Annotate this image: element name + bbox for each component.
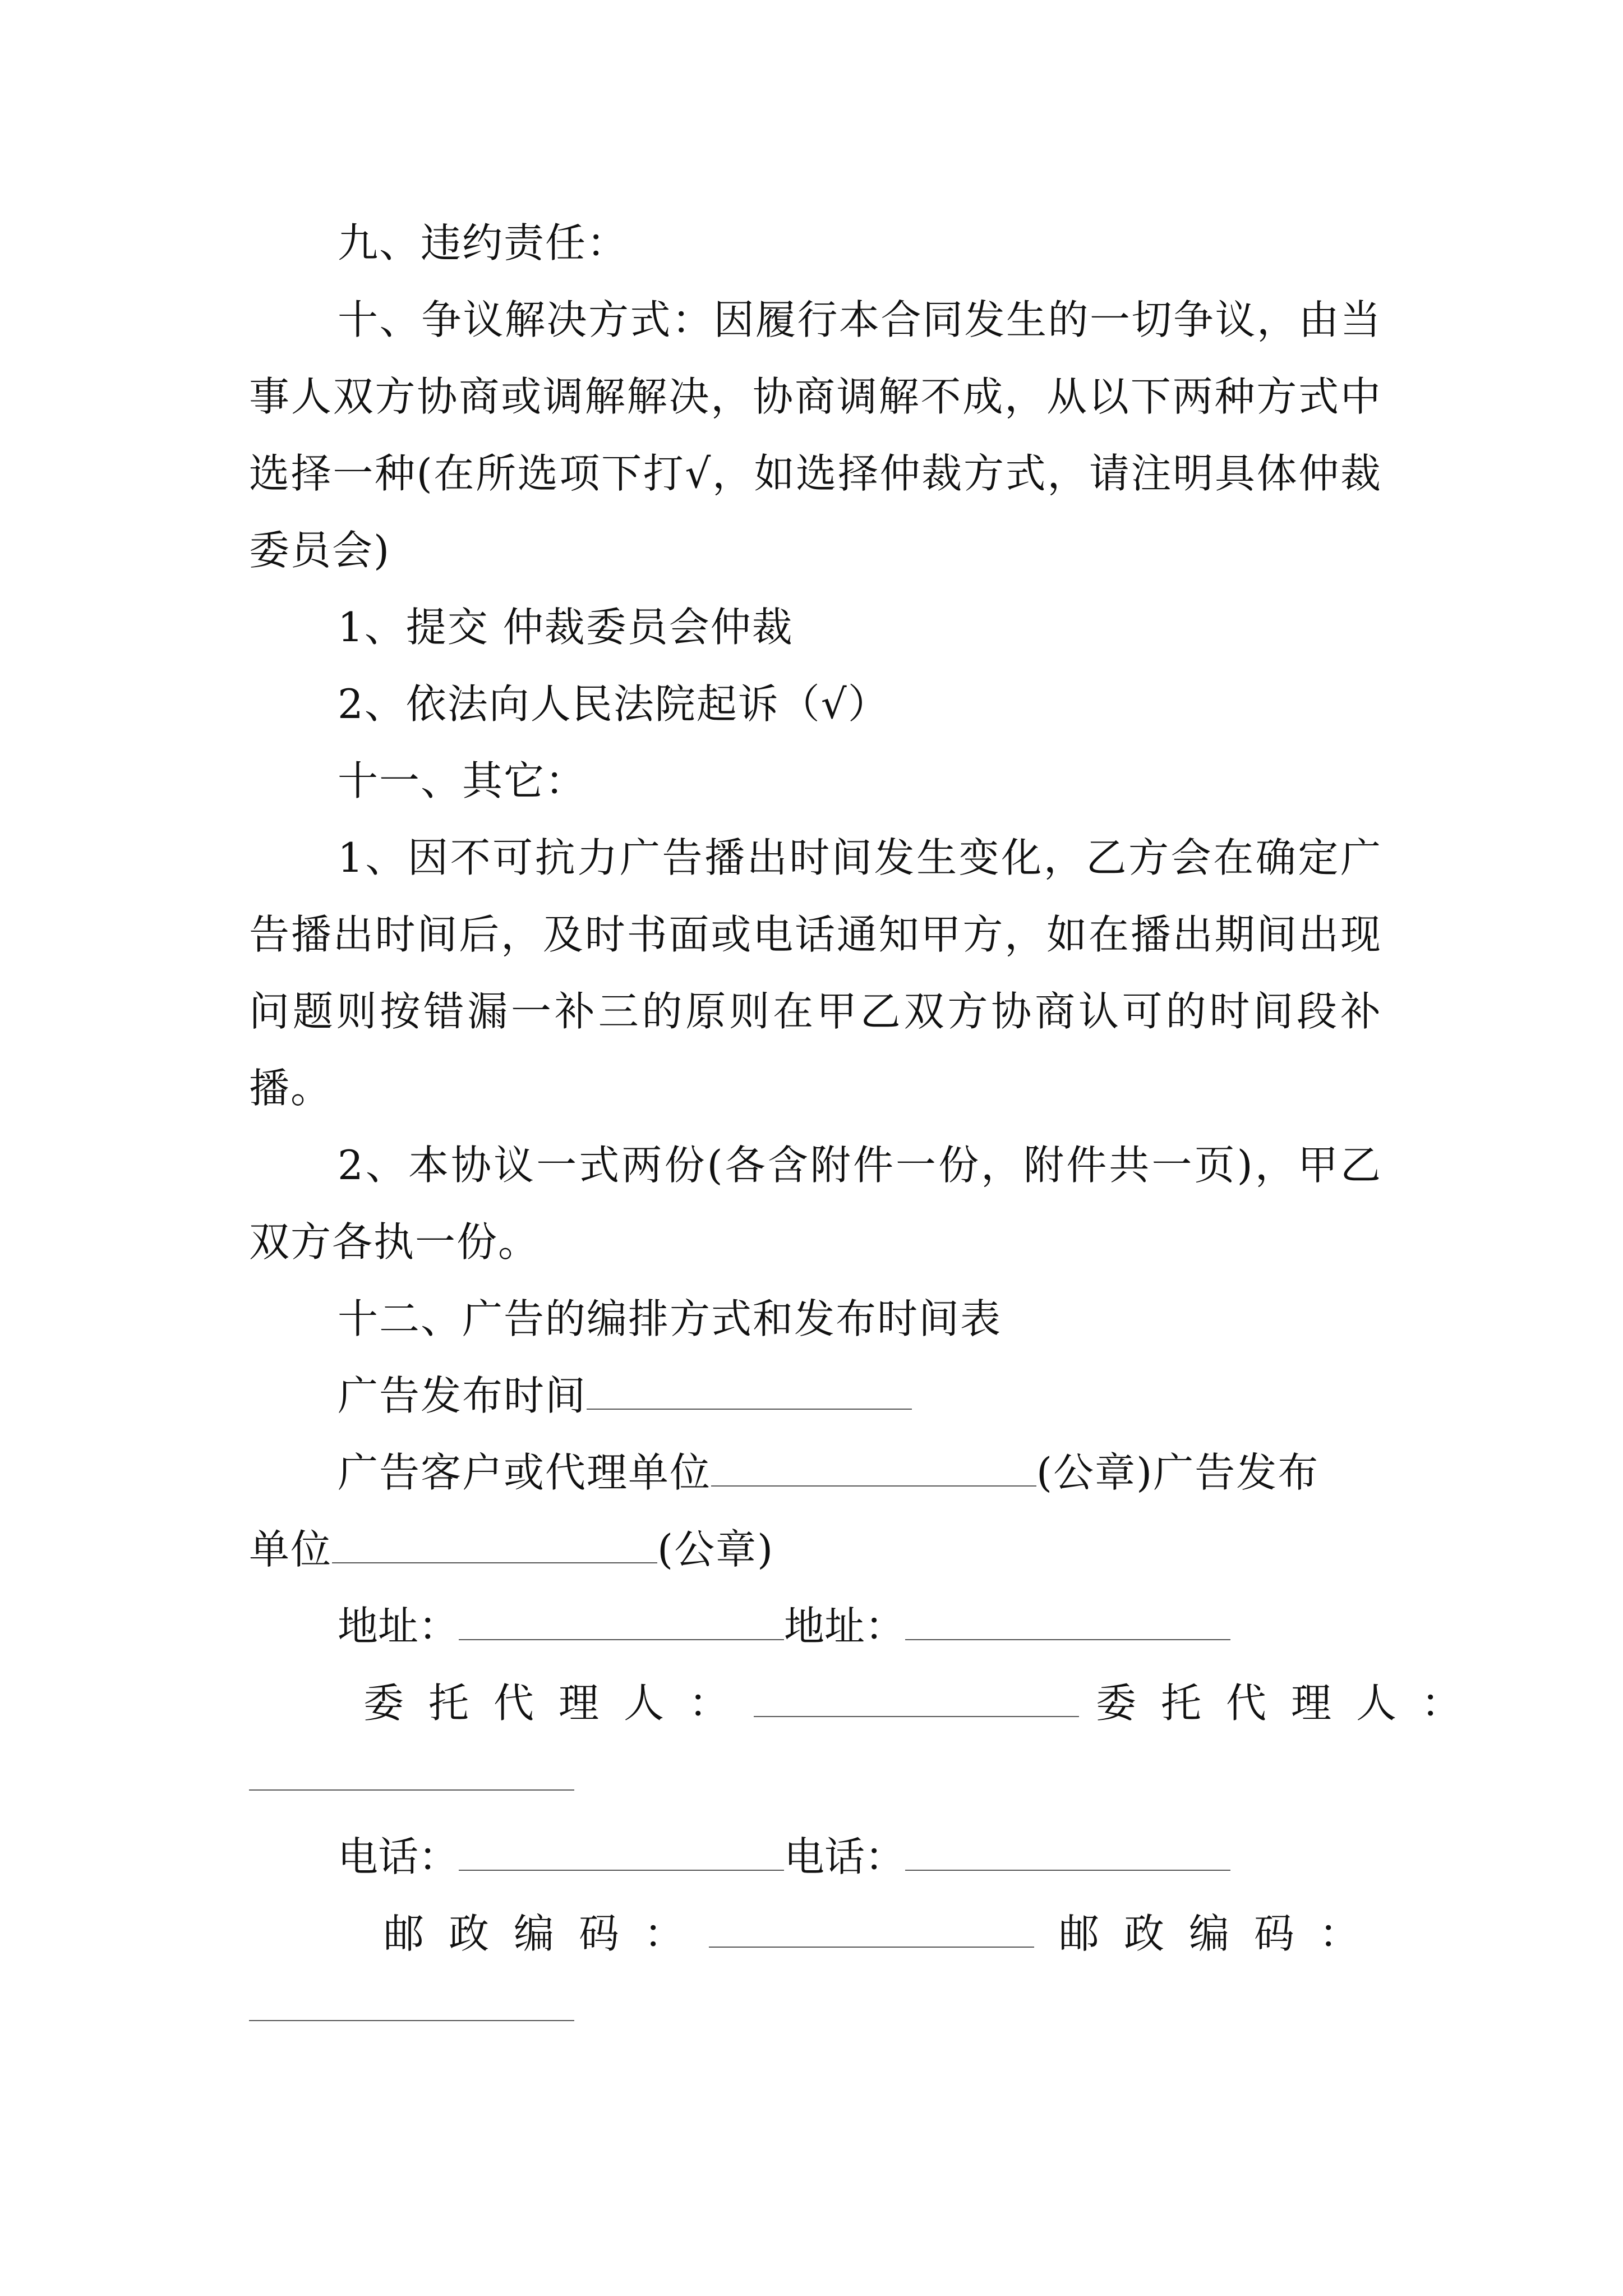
publisher-label: 单位 [249,1526,333,1573]
client-label: 广告客户或代理单位 [338,1449,712,1496]
address-blank-1[interactable] [459,1607,784,1640]
client-publisher-line [249,1434,1382,1588]
agent-blank-1[interactable] [754,1683,1079,1717]
agent-label-2: 委托代理人： [1096,1680,1487,1727]
phone-blank-1[interactable] [459,1837,784,1871]
phone-label-1: 电话： [338,1833,459,1880]
section-9-title: 九、违约责任： [338,219,629,266]
section-11-item-1: 1、因不可抗力广告播出时间发生变化，乙方会在确定广告播出时间后，及时书面或电话通知甲方，如在播出期间出现问题则按错漏一补三的原则在甲乙双方协商认可的时间段补播。 [249,834,1382,1112]
seal-label-1: (公章)广告发布 [1036,1449,1320,1496]
publish-time-line [249,1358,1382,1434]
agent-line [363,1665,1486,1742]
agent-label-1: 委托代理人： [363,1680,754,1727]
section-10-dispute-resolution: 十、争议解决方式：因履行本合同发生的一切争议，由当事人双方协商或调解解决，协商调解不成，从以下两种方式中选择一种(在所选项下打√，如选择仲裁方式，请注明具体仲裁委员会) [249,296,1382,574]
section-12-title: 十二、广告的编排方式和发布时间表 [338,1295,1002,1342]
section-10-option-1: 1、提交 仲裁委员会仲裁 [338,604,794,651]
publish-time-blank[interactable] [587,1376,912,1410]
client-blank[interactable] [711,1453,1036,1487]
publish-time-label: 广告发布时间 [338,1372,587,1419]
address-blank-2[interactable] [905,1607,1230,1640]
publisher-blank[interactable] [332,1530,657,1563]
seal-label-2: (公章) [657,1526,774,1573]
phone-blank-2[interactable] [905,1837,1230,1871]
section-11-title: 十一、其它： [338,757,587,804]
section-10-option-2: 2、依法向人民法院起诉（√） [338,680,889,728]
postcode-blank-1[interactable] [709,1914,1034,1948]
postcode-blank-2[interactable] [249,2020,574,2021]
agent-blank-2[interactable] [249,1789,574,1791]
postcode-label-2: 邮政编码： [1059,1910,1385,1957]
postcode-label-1: 邮政编码： [384,1910,709,1957]
section-11-item-2: 2、本协议一式两份(各含附件一份，附件共一页)，甲乙双方各执一份。 [249,1142,1382,1266]
phone-label-2: 电话： [784,1833,906,1880]
address-label-1: 地址： [338,1603,459,1650]
address-label-2: 地址： [784,1603,906,1650]
address-line [338,1588,1230,1665]
phone-line [338,1819,1230,1895]
postcode-line [384,1895,1384,1972]
